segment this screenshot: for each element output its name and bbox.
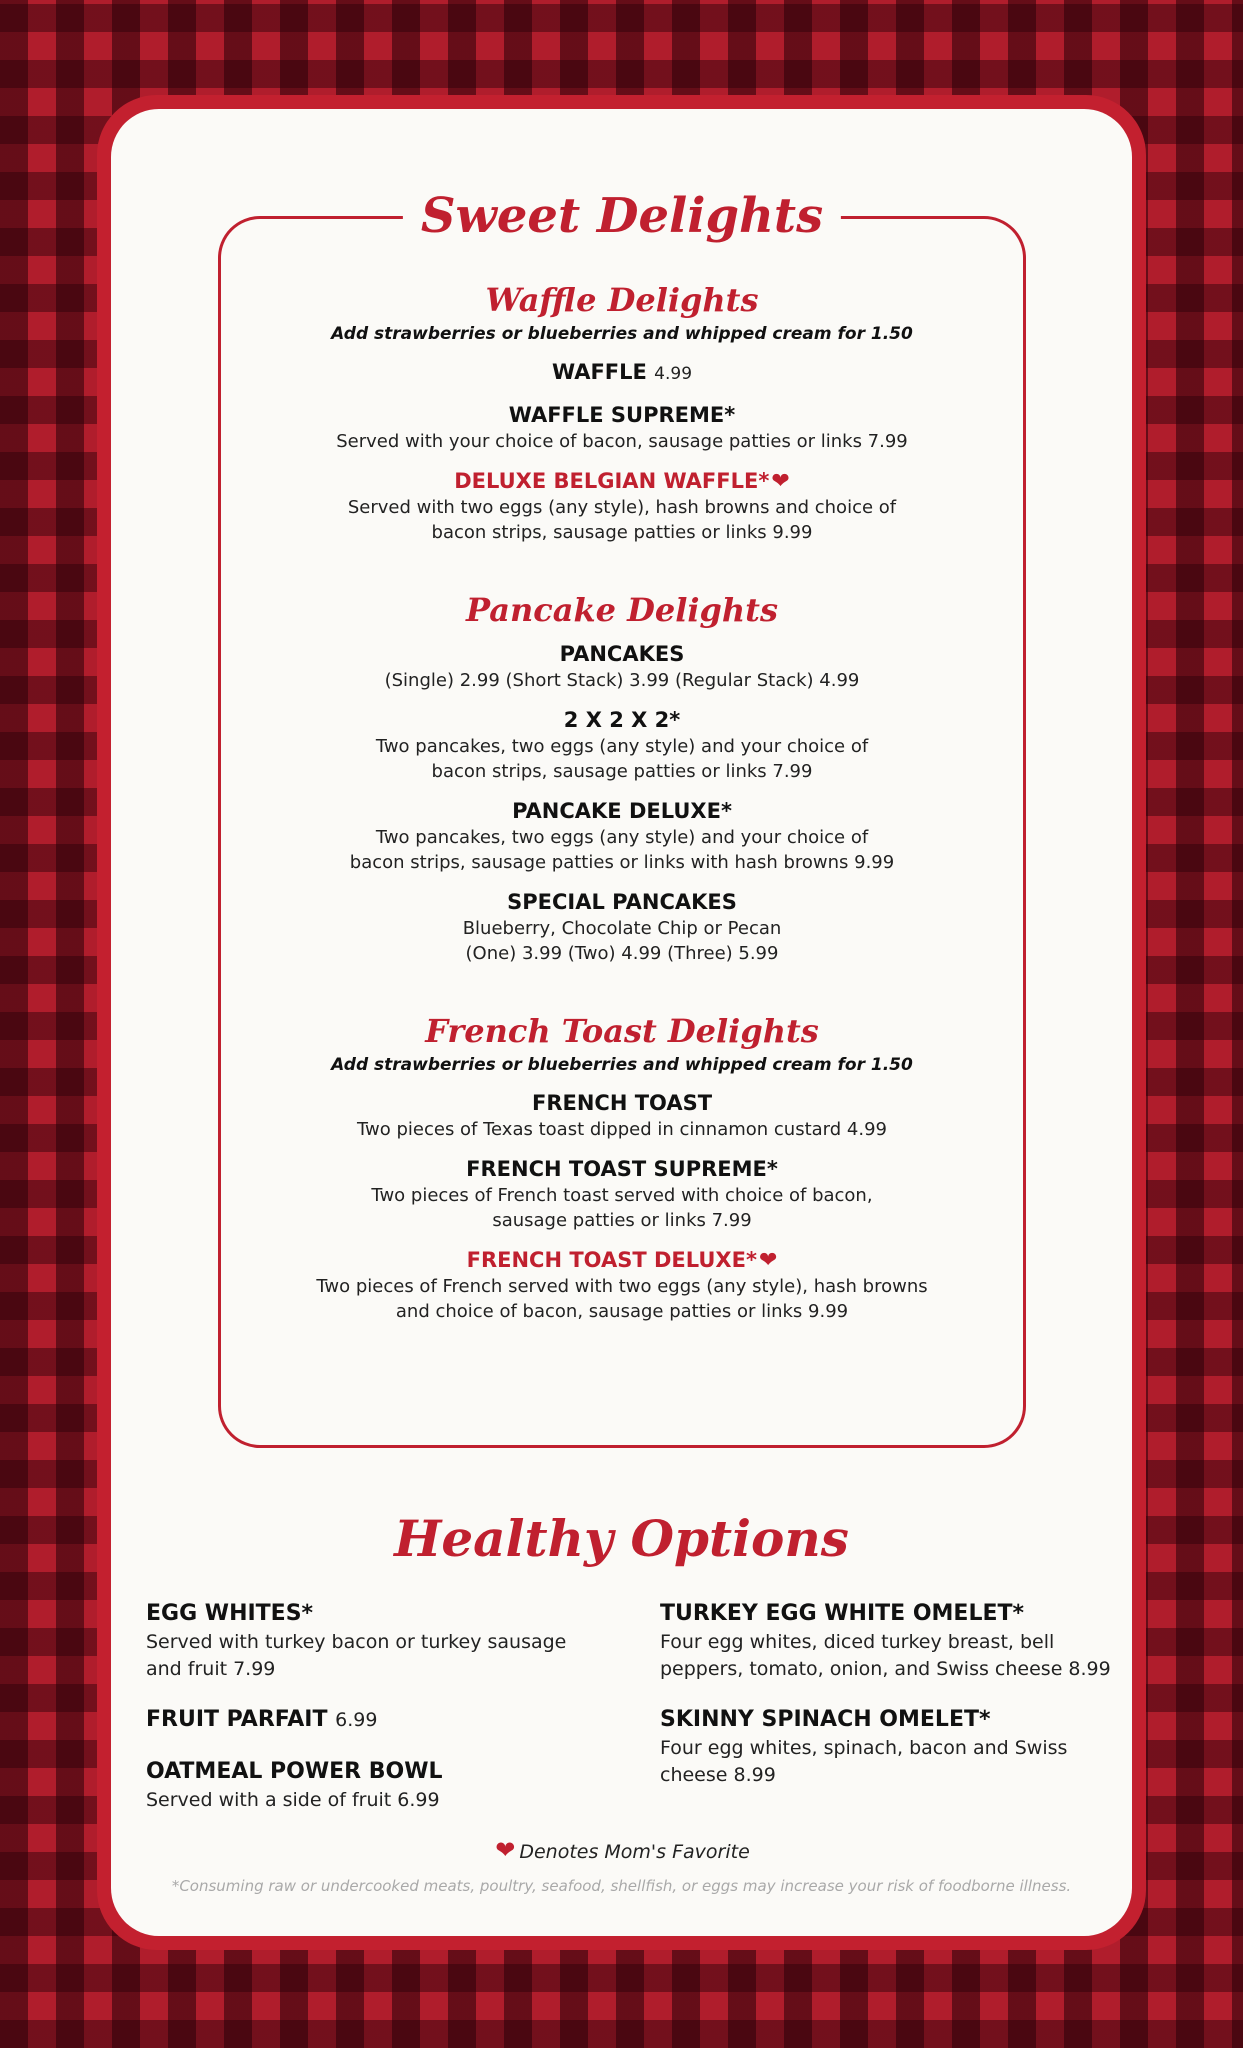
- sweet-delights-content: [221, 279, 1023, 1338]
- menu-item-pancake-deluxe: [221, 798, 1023, 875]
- waffle-section-note: Add strawberries or blueberries and whipped cream for 1.50: [331, 324, 913, 344]
- sweet-delights-title: Sweet Delights: [403, 181, 841, 251]
- food-safety-disclaimer: *Consuming raw or undercooked meats, poultry, seafood, shellfish, or eggs may increase your risk of foodborne illness.: [171, 1877, 1072, 1895]
- item-name: SPECIAL PANCAKES: [507, 890, 737, 914]
- menu-item-waffle: [221, 359, 1023, 388]
- item-description: Two pieces of French served with two eggs (any style), hash browns and choice of bacon, sausage patties or links 9.99: [316, 1276, 928, 1322]
- item-name: [221, 468, 1023, 495]
- heart-icon: ❤: [495, 1836, 516, 1864]
- heart-icon: ❤: [771, 469, 790, 494]
- healthy-options-right-column: [660, 1599, 1120, 1811]
- pancake-section-title: Pancake Delights: [466, 591, 778, 629]
- menu-item-french-toast: [221, 1090, 1023, 1142]
- item-description: Served with two eggs (any style), hash browns and choice of bacon strips, sausage patties or links 9.99: [347, 497, 897, 543]
- item-name: [221, 359, 1023, 388]
- item-description: Served with your choice of bacon, sausage patties or links 7.99: [336, 431, 908, 452]
- item-title: DELUXE BELGIAN WAFFLE*: [454, 469, 770, 493]
- item-name: TURKEY EGG WHITE OMELET*: [660, 1601, 1025, 1626]
- item-title: FRUIT PARFAIT: [146, 1707, 328, 1732]
- menu-item-french-toast-supreme: [221, 1156, 1023, 1233]
- item-name: FRENCH TOAST SUPREME*: [466, 1157, 778, 1181]
- french-toast-section: [221, 1010, 1023, 1324]
- item-name: [146, 1705, 616, 1735]
- menu-item-french-toast-deluxe: [221, 1247, 1023, 1324]
- item-description: Two pancakes, two eggs (any style) and your choice of bacon strips, sausage patties or links 7.99: [375, 736, 869, 782]
- menu-item-special-pancakes: [221, 889, 1023, 966]
- menu-card: [97, 95, 1146, 1950]
- legend-text: Denotes Mom's Favorite: [519, 1841, 750, 1863]
- item-description: Two pieces of Texas toast dipped in cinnamon custard 4.99: [357, 1119, 887, 1140]
- menu-card-inner: [111, 109, 1132, 1936]
- heart-icon: ❤: [758, 1248, 778, 1273]
- menu-item-fruit-parfait: [146, 1705, 616, 1735]
- item-title: WAFFLE: [551, 360, 647, 384]
- menu-item-pancakes: [221, 641, 1023, 693]
- item-description: Served with a side of fruit 6.99: [146, 1789, 440, 1811]
- item-name: FRENCH TOAST: [531, 1091, 713, 1115]
- item-name: PANCAKE DELUXE*: [512, 799, 732, 823]
- menu-item-waffle-supreme: [221, 402, 1023, 454]
- menu-item-egg-whites: [146, 1599, 616, 1683]
- item-name: SKINNY SPINACH OMELET*: [660, 1707, 991, 1732]
- item-price: 4.99: [654, 364, 693, 384]
- item-description: Two pieces of French toast served with choice of bacon, sausage patties or links 7.99: [371, 1185, 873, 1231]
- item-name: [221, 1247, 1023, 1274]
- item-description: Four egg whites, spinach, bacon and Swiss cheese 8.99: [660, 1737, 1068, 1786]
- menu-item-turkey-egg-white-omelet: [660, 1599, 1120, 1683]
- menu-item-skinny-spinach-omelet: [660, 1705, 1120, 1789]
- menu-item-oatmeal-power-bowl: [146, 1757, 616, 1814]
- item-name: EGG WHITES*: [146, 1601, 314, 1626]
- healthy-options-left-column: [146, 1599, 616, 1836]
- item-price: 6.99: [335, 1709, 378, 1731]
- sweet-delights-frame: [218, 188, 1026, 1448]
- menu-item-deluxe-belgian-waffle: [221, 468, 1023, 545]
- item-description: Two pancakes, two eggs (any style) and your choice of bacon strips, sausage patties or links with hash browns 9.99: [349, 827, 895, 873]
- item-description: (Single) 2.99 (Short Stack) 3.99 (Regular Stack) 4.99: [384, 670, 860, 691]
- waffle-section-title: Waffle Delights: [485, 281, 759, 319]
- item-name: 2 X 2 X 2*: [563, 708, 681, 732]
- menu-item-2x2x2: [221, 707, 1023, 784]
- item-name: PANCAKES: [559, 642, 685, 666]
- french-toast-section-title: French Toast Delights: [425, 1012, 819, 1050]
- item-title: FRENCH TOAST DELUXE*: [466, 1248, 757, 1272]
- item-name: WAFFLE SUPREME*: [508, 403, 736, 427]
- item-description: Blueberry, Chocolate Chip or Pecan (One) 3.99 (Two) 4.99 (Three) 5.99: [462, 918, 782, 964]
- item-description: Served with turkey bacon or turkey sausage and fruit 7.99: [146, 1631, 567, 1680]
- waffle-section: [221, 279, 1023, 545]
- healthy-options-title: Healthy Options: [394, 1509, 849, 1568]
- favorite-legend: [111, 1836, 1132, 1864]
- item-name: OATMEAL POWER BOWL: [146, 1759, 443, 1784]
- item-description: Four egg whites, diced turkey breast, bell peppers, tomato, onion, and Swiss cheese 8.99: [660, 1631, 1111, 1680]
- french-toast-section-note: Add strawberries or blueberries and whipped cream for 1.50: [331, 1055, 913, 1075]
- pancake-section: [221, 589, 1023, 966]
